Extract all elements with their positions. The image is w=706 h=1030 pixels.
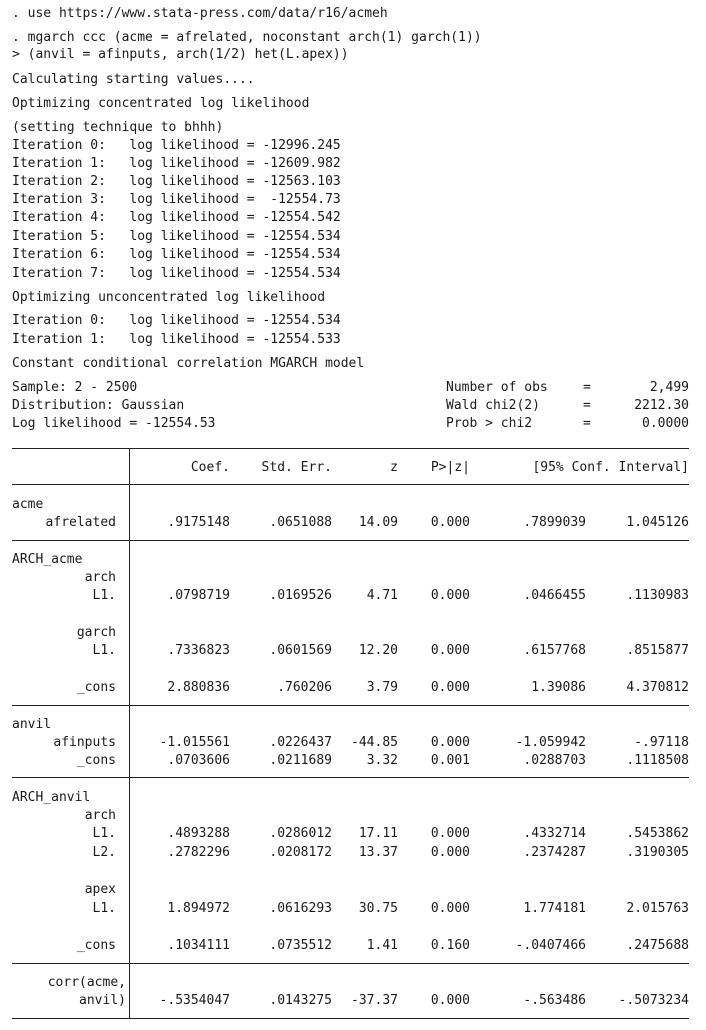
var-label-L1: L1. <box>92 901 116 916</box>
cell-p-value: 0.000 <box>430 588 470 603</box>
cell-z: -37.37 <box>351 993 398 1008</box>
cell-coef: .4893288 <box>167 826 230 841</box>
cell-p-value: 0.001 <box>430 753 470 768</box>
var-label-corr: anvil) <box>79 993 126 1008</box>
cell-ci-lower: .4332714 <box>523 826 586 841</box>
var-label-apex: apex <box>84 882 116 897</box>
eq-label-arch-anvil: ARCH_anvil <box>12 790 91 805</box>
cell-z: 14.09 <box>358 515 398 530</box>
cell-ci-upper: .8515877 <box>626 643 689 658</box>
command-line-mgarch: . mgarch ccc (acme = afrelated, noconstant arch(1) garch(1)) <box>12 30 482 45</box>
cell-std-err: .0286012 <box>269 826 332 841</box>
cell-ci-upper: 2.015763 <box>626 901 689 916</box>
header-stderr: Std. Err. <box>261 460 332 475</box>
prob-label: Prob > chi2 <box>446 416 533 431</box>
cell-coef: .0798719 <box>167 588 230 603</box>
prob-value: 0.0000 <box>642 416 689 431</box>
section-rule <box>12 777 689 778</box>
wald-equals: = <box>583 398 591 413</box>
cell-ci-upper: .1130983 <box>626 588 689 603</box>
eq-label-acme: acme <box>12 497 44 512</box>
iteration-line: Iteration 3: log likelihood = -12554.73 <box>12 192 341 207</box>
cell-ci-upper: 1.045126 <box>626 515 689 530</box>
cell-ci-upper: -.97118 <box>634 735 689 750</box>
cell-std-err: .0601569 <box>269 643 332 658</box>
log-likelihood-info: Log likelihood = -12554.53 <box>12 416 216 431</box>
cell-ci-upper: .1118508 <box>626 753 689 768</box>
cell-ci-upper: -.5073234 <box>618 993 689 1008</box>
table-bottom-rule <box>12 1018 689 1019</box>
cell-z: 17.11 <box>358 826 398 841</box>
cell-std-err: .0651088 <box>269 515 332 530</box>
nobs-value: 2,499 <box>649 380 689 395</box>
cell-p-value: 0.000 <box>430 643 470 658</box>
cell-z: 4.71 <box>366 588 398 603</box>
cell-p-value: 0.000 <box>430 680 470 695</box>
cell-std-err: .0208172 <box>269 845 332 860</box>
table-column-divider <box>129 448 130 1018</box>
cell-coef: .7336823 <box>167 643 230 658</box>
cell-ci-lower: 1.774181 <box>523 901 586 916</box>
cell-ci-upper: .3190305 <box>626 845 689 860</box>
cell-std-err: .0169526 <box>269 588 332 603</box>
cell-p-value: 0.000 <box>430 845 470 860</box>
distribution-info: Distribution: Gaussian <box>12 398 185 413</box>
cell-ci-lower: .0288703 <box>523 753 586 768</box>
cell-ci-upper: .2475688 <box>626 938 689 953</box>
cell-std-err: .0226437 <box>269 735 332 750</box>
cell-ci-lower: -.0407466 <box>515 938 586 953</box>
iteration-line: Iteration 0: log likelihood = -12554.534 <box>12 313 341 328</box>
cell-z: 30.75 <box>358 901 398 916</box>
iteration-line: Iteration 1: log likelihood = -12554.533 <box>12 332 341 347</box>
cell-coef: .2782296 <box>167 845 230 860</box>
header-z: z <box>390 460 398 475</box>
nobs-equals: = <box>583 380 591 395</box>
cell-p-value: 0.000 <box>430 993 470 1008</box>
header-pvalue: P>|z| <box>430 460 470 475</box>
status-starting-values: Calculating starting values.... <box>12 72 255 87</box>
section-rule <box>12 963 689 964</box>
cell-std-err: .0735512 <box>269 938 332 953</box>
prob-equals: = <box>583 416 591 431</box>
eq-label-anvil: anvil <box>12 717 52 732</box>
var-label-afinputs: afinputs <box>53 735 116 750</box>
cell-z: 1.41 <box>366 938 398 953</box>
cell-std-err: .760206 <box>277 680 332 695</box>
cell-coef: -.5354047 <box>159 993 230 1008</box>
cell-z: 13.37 <box>358 845 398 860</box>
cell-z: 3.32 <box>366 753 398 768</box>
section-rule <box>12 540 689 541</box>
cell-p-value: 0.000 <box>430 515 470 530</box>
section-rule <box>12 705 689 706</box>
var-label-L1: L1. <box>92 826 116 841</box>
cell-p-value: 0.000 <box>430 735 470 750</box>
cell-ci-upper: 4.370812 <box>626 680 689 695</box>
cell-z: -44.85 <box>351 735 398 750</box>
status-concentrated: Optimizing concentrated log likelihood <box>12 96 310 111</box>
cell-std-err: .0211689 <box>269 753 332 768</box>
cell-z: 3.79 <box>366 680 398 695</box>
status-technique: (setting technique to bhhh) <box>12 120 224 135</box>
cell-coef: .0703606 <box>167 753 230 768</box>
header-conf-interval: [95% Conf. Interval] <box>532 460 689 475</box>
status-unconcentrated: Optimizing unconcentrated log likelihood <box>12 290 326 305</box>
command-line-continuation: > (anvil = afinputs, arch(1/2) het(L.apex)) <box>12 47 349 62</box>
iteration-line: Iteration 6: log likelihood = -12554.534 <box>12 247 341 262</box>
cell-p-value: 0.000 <box>430 901 470 916</box>
cell-ci-lower: .6157768 <box>523 643 586 658</box>
iteration-line: Iteration 0: log likelihood = -12996.245 <box>12 138 341 153</box>
header-coef: Coef. <box>190 460 230 475</box>
iteration-line: Iteration 1: log likelihood = -12609.982 <box>12 156 341 171</box>
iteration-line: Iteration 2: log likelihood = -12563.103 <box>12 174 341 189</box>
var-label-L1: L1. <box>92 588 116 603</box>
cell-ci-lower: -.563486 <box>523 993 586 1008</box>
cell-ci-upper: .5453862 <box>626 826 689 841</box>
var-label-cons: _cons <box>76 753 116 768</box>
iteration-line: Iteration 7: log likelihood = -12554.534 <box>12 266 341 281</box>
var-label-arch: arch <box>84 570 116 585</box>
cell-ci-lower: .7899039 <box>523 515 586 530</box>
cell-std-err: .0143275 <box>269 993 332 1008</box>
var-label-corr: corr(acme, <box>47 975 126 990</box>
iteration-line: Iteration 5: log likelihood = -12554.534 <box>12 229 341 244</box>
cell-std-err: .0616293 <box>269 901 332 916</box>
cell-coef: -1.015561 <box>159 735 230 750</box>
cell-coef: .1034111 <box>167 938 230 953</box>
wald-label: Wald chi2(2) <box>446 398 540 413</box>
var-label-L2: L2. <box>92 845 116 860</box>
cell-ci-lower: .2374287 <box>523 845 586 860</box>
cell-p-value: 0.000 <box>430 826 470 841</box>
var-label-L1: L1. <box>92 643 116 658</box>
var-label-cons: _cons <box>76 680 116 695</box>
header-rule <box>12 484 689 485</box>
sample-info: Sample: 2 - 2500 <box>12 380 138 395</box>
model-title: Constant conditional correlation MGARCH model <box>12 356 365 371</box>
table-top-rule <box>12 448 689 449</box>
iteration-line: Iteration 4: log likelihood = -12554.542 <box>12 210 341 225</box>
cell-p-value: 0.160 <box>430 938 470 953</box>
nobs-label: Number of obs <box>446 380 548 395</box>
command-line-use: . use https://www.stata-press.com/data/r16/acmeh <box>12 6 388 21</box>
var-label-garch: garch <box>76 625 116 640</box>
var-label-cons: _cons <box>76 938 116 953</box>
var-label-afrelated: afrelated <box>45 515 116 530</box>
cell-ci-lower: .0466455 <box>523 588 586 603</box>
cell-coef: 1.894972 <box>167 901 230 916</box>
cell-z: 12.20 <box>358 643 398 658</box>
wald-value: 2212.30 <box>634 398 689 413</box>
cell-coef: .9175148 <box>167 515 230 530</box>
cell-coef: 2.880836 <box>167 680 230 695</box>
cell-ci-lower: -1.059942 <box>515 735 586 750</box>
eq-label-arch-acme: ARCH_acme <box>12 552 83 567</box>
var-label-arch: arch <box>84 808 116 823</box>
cell-ci-lower: 1.39086 <box>531 680 586 695</box>
